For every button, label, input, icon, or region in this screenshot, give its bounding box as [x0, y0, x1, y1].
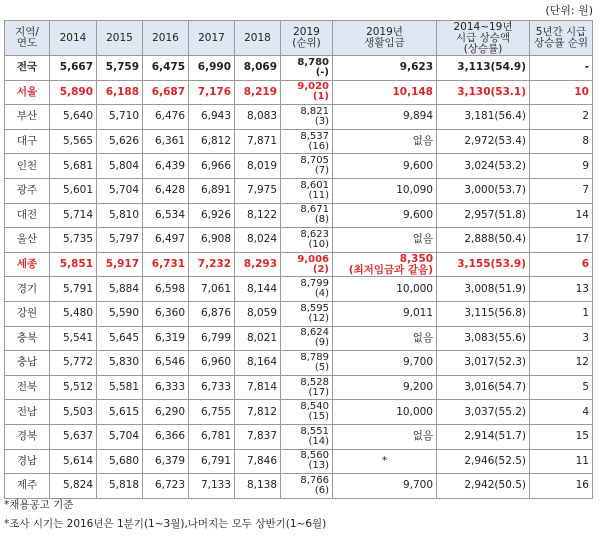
cell-y2019: 9,006 (2) [281, 252, 333, 277]
cell-y2018: 8,293 [235, 252, 281, 277]
cell-y2019: 8,595 (12) [281, 301, 333, 326]
cell-region: 세종 [5, 252, 50, 277]
cell-y2016: 6,333 [143, 375, 189, 400]
cell-y2016: 6,290 [143, 400, 189, 425]
cell-y2017: 7,133 [189, 474, 235, 499]
table-row [5, 129, 593, 154]
cell-y2018: 8,219 [235, 80, 281, 105]
cell-rank: 7 [530, 178, 593, 203]
cell-rise: 3,115(56.8) [437, 301, 530, 326]
cell-minwage: 9,623 [333, 56, 437, 81]
cell-minwage: 없음 [333, 228, 437, 253]
cell-y2017: 6,990 [189, 56, 235, 81]
cell-y2014: 5,851 [50, 252, 97, 277]
cell-rank: 5 [530, 375, 593, 400]
cell-y2016: 6,687 [143, 80, 189, 105]
cell-y2016: 6,360 [143, 301, 189, 326]
cell-y2016: 6,546 [143, 351, 189, 376]
header-region: 지역/ 연도 [5, 21, 50, 56]
cell-region: 강원 [5, 301, 50, 326]
cell-region: 충북 [5, 326, 50, 351]
cell-rise: 3,083(55.6) [437, 326, 530, 351]
table-row [5, 375, 593, 400]
cell-y2017: 6,908 [189, 228, 235, 253]
cell-y2019: 8,821 (3) [281, 105, 333, 130]
header-rank: 5년간 시급 상승률 순위 [530, 21, 593, 56]
cell-y2015: 5,710 [97, 105, 143, 130]
cell-y2015: 5,759 [97, 56, 143, 81]
table-row [5, 105, 593, 130]
table-row [5, 154, 593, 179]
cell-y2017: 6,943 [189, 105, 235, 130]
cell-region: 대전 [5, 203, 50, 228]
cell-y2019: 8,671 (8) [281, 203, 333, 228]
cell-y2018: 8,069 [235, 56, 281, 81]
cell-rank: 14 [530, 203, 593, 228]
cell-region: 광주 [5, 178, 50, 203]
cell-y2015: 5,704 [97, 424, 143, 449]
cell-y2014: 5,714 [50, 203, 97, 228]
cell-rank: - [530, 56, 593, 81]
cell-y2017: 6,733 [189, 375, 235, 400]
cell-y2016: 6,723 [143, 474, 189, 499]
cell-y2018: 7,812 [235, 400, 281, 425]
cell-y2014: 5,480 [50, 301, 97, 326]
cell-minwage: 10,090 [333, 178, 437, 203]
cell-minwage: 없음 [333, 424, 437, 449]
cell-y2015: 5,818 [97, 474, 143, 499]
cell-y2019: 8,560 (13) [281, 449, 333, 474]
cell-y2014: 5,541 [50, 326, 97, 351]
cell-y2019: 9,020 (1) [281, 80, 333, 105]
cell-minwage: 9,700 [333, 474, 437, 499]
header-2017: 2017 [189, 21, 235, 56]
cell-y2018: 7,814 [235, 375, 281, 400]
cell-minwage: 9,011 [333, 301, 437, 326]
cell-y2015: 5,680 [97, 449, 143, 474]
header-2016: 2016 [143, 21, 189, 56]
cell-y2017: 6,926 [189, 203, 235, 228]
cell-y2015: 5,917 [97, 252, 143, 277]
cell-minwage: 없음 [333, 326, 437, 351]
cell-minwage: 9,700 [333, 351, 437, 376]
cell-y2017: 6,960 [189, 351, 235, 376]
header-row [5, 21, 593, 56]
table-row [5, 301, 593, 326]
cell-y2017: 6,799 [189, 326, 235, 351]
cell-y2017: 7,176 [189, 80, 235, 105]
cell-y2018: 7,837 [235, 424, 281, 449]
cell-rise: 2,942(50.5) [437, 474, 530, 499]
cell-y2014: 5,512 [50, 375, 97, 400]
cell-rise: 3,155(53.9) [437, 252, 530, 277]
cell-region: 울산 [5, 228, 50, 253]
cell-minwage: 없음 [333, 129, 437, 154]
cell-y2017: 6,876 [189, 301, 235, 326]
table-row [5, 228, 593, 253]
cell-rank: 9 [530, 154, 593, 179]
table-row [5, 277, 593, 302]
cell-y2019: 8,624 (9) [281, 326, 333, 351]
header-2015: 2015 [97, 21, 143, 56]
cell-y2015: 5,626 [97, 129, 143, 154]
cell-y2019: 8,601 (11) [281, 178, 333, 203]
cell-rank: 12 [530, 351, 593, 376]
cell-y2016: 6,534 [143, 203, 189, 228]
cell-rank: 13 [530, 277, 593, 302]
table-row [5, 449, 593, 474]
cell-minwage: * [333, 449, 437, 474]
cell-y2015: 5,804 [97, 154, 143, 179]
cell-rank: 3 [530, 326, 593, 351]
cell-rank: 8 [530, 129, 593, 154]
cell-y2016: 6,319 [143, 326, 189, 351]
cell-y2016: 6,497 [143, 228, 189, 253]
cell-rise: 2,888(50.4) [437, 228, 530, 253]
cell-y2016: 6,476 [143, 105, 189, 130]
cell-region: 인천 [5, 154, 50, 179]
cell-rise: 3,113(54.9) [437, 56, 530, 81]
cell-y2018: 8,083 [235, 105, 281, 130]
cell-y2018: 8,144 [235, 277, 281, 302]
cell-rise: 3,008(51.9) [437, 277, 530, 302]
cell-rise: 3,037(55.2) [437, 400, 530, 425]
cell-y2016: 6,428 [143, 178, 189, 203]
unit-label: (단위: 원) [545, 4, 593, 17]
cell-y2018: 8,059 [235, 301, 281, 326]
cell-y2014: 5,890 [50, 80, 97, 105]
cell-y2019: 8,528 (17) [281, 375, 333, 400]
table-row [5, 56, 593, 81]
cell-y2018: 8,138 [235, 474, 281, 499]
cell-region: 경남 [5, 449, 50, 474]
table-row [5, 326, 593, 351]
cell-y2018: 8,019 [235, 154, 281, 179]
header-2014: 2014 [50, 21, 97, 56]
cell-rise: 3,016(54.7) [437, 375, 530, 400]
cell-y2019: 8,540 (15) [281, 400, 333, 425]
cell-y2016: 6,731 [143, 252, 189, 277]
cell-y2015: 5,704 [97, 178, 143, 203]
cell-rank: 17 [530, 228, 593, 253]
cell-y2019: 8,705 (7) [281, 154, 333, 179]
cell-y2014: 5,681 [50, 154, 97, 179]
cell-y2014: 5,791 [50, 277, 97, 302]
cell-y2019: 8,551 (14) [281, 424, 333, 449]
cell-minwage: 9,200 [333, 375, 437, 400]
cell-y2017: 7,232 [189, 252, 235, 277]
cell-y2017: 7,061 [189, 277, 235, 302]
cell-rank: 15 [530, 424, 593, 449]
cell-y2016: 6,366 [143, 424, 189, 449]
cell-y2018: 7,871 [235, 129, 281, 154]
cell-rise: 2,946(52.5) [437, 449, 530, 474]
cell-y2015: 5,830 [97, 351, 143, 376]
cell-y2017: 6,791 [189, 449, 235, 474]
note-1: *채용공고 기준 [4, 499, 74, 511]
cell-y2014: 5,614 [50, 449, 97, 474]
cell-rank: 4 [530, 400, 593, 425]
cell-y2014: 5,735 [50, 228, 97, 253]
cell-rank: 11 [530, 449, 593, 474]
cell-y2018: 7,975 [235, 178, 281, 203]
cell-y2017: 6,891 [189, 178, 235, 203]
cell-y2016: 6,475 [143, 56, 189, 81]
table-row [5, 203, 593, 228]
cell-y2019: 8,780 (-) [281, 56, 333, 81]
cell-y2014: 5,601 [50, 178, 97, 203]
header-2019: 2019 (순위) [281, 21, 333, 56]
cell-rank: 1 [530, 301, 593, 326]
cell-y2014: 5,503 [50, 400, 97, 425]
cell-y2018: 8,122 [235, 203, 281, 228]
cell-y2014: 5,667 [50, 56, 97, 81]
cell-y2017: 6,755 [189, 400, 235, 425]
cell-region: 부산 [5, 105, 50, 130]
cell-rank: 6 [530, 252, 593, 277]
table-row [5, 252, 593, 277]
cell-y2018: 7,846 [235, 449, 281, 474]
cell-y2015: 6,188 [97, 80, 143, 105]
table-row [5, 351, 593, 376]
cell-rise: 3,181(56.4) [437, 105, 530, 130]
cell-minwage: 9,600 [333, 154, 437, 179]
cell-y2016: 6,598 [143, 277, 189, 302]
cell-minwage: 10,000 [333, 400, 437, 425]
cell-rise: 2,972(53.4) [437, 129, 530, 154]
cell-region: 경기 [5, 277, 50, 302]
cell-y2017: 6,781 [189, 424, 235, 449]
cell-y2018: 8,164 [235, 351, 281, 376]
note-2: *조사 시기는 2016년은 1분기(1~3월),나머지는 모두 상반기(1~6월) [4, 518, 327, 530]
cell-y2016: 6,379 [143, 449, 189, 474]
cell-region: 전남 [5, 400, 50, 425]
cell-region: 충남 [5, 351, 50, 376]
cell-rise: 3,024(53.2) [437, 154, 530, 179]
cell-y2014: 5,637 [50, 424, 97, 449]
cell-y2017: 6,812 [189, 129, 235, 154]
cell-rank: 2 [530, 105, 593, 130]
cell-rise: 2,957(51.8) [437, 203, 530, 228]
cell-y2015: 5,797 [97, 228, 143, 253]
cell-minwage: 10,148 [333, 80, 437, 105]
table-row [5, 400, 593, 425]
cell-y2019: 8,789 (5) [281, 351, 333, 376]
cell-region: 전국 [5, 56, 50, 81]
cell-y2015: 5,615 [97, 400, 143, 425]
header-2018: 2018 [235, 21, 281, 56]
cell-y2019: 8,799 (4) [281, 277, 333, 302]
cell-y2014: 5,824 [50, 474, 97, 499]
cell-y2018: 8,024 [235, 228, 281, 253]
cell-y2014: 5,640 [50, 105, 97, 130]
cell-y2017: 6,966 [189, 154, 235, 179]
cell-y2015: 5,590 [97, 301, 143, 326]
cell-y2014: 5,772 [50, 351, 97, 376]
wage-table [4, 20, 593, 499]
table-row [5, 178, 593, 203]
cell-y2014: 5,565 [50, 129, 97, 154]
cell-region: 제주 [5, 474, 50, 499]
table-row [5, 80, 593, 105]
cell-region: 서울 [5, 80, 50, 105]
cell-region: 대구 [5, 129, 50, 154]
cell-rise: 3,000(53.7) [437, 178, 530, 203]
cell-minwage: 9,600 [333, 203, 437, 228]
cell-region: 경북 [5, 424, 50, 449]
cell-minwage: 10,000 [333, 277, 437, 302]
cell-y2019: 8,766 (6) [281, 474, 333, 499]
cell-rise: 3,130(53.1) [437, 80, 530, 105]
cell-y2015: 5,581 [97, 375, 143, 400]
cell-minwage: 8,350 (최저임금과 같음) [333, 252, 437, 277]
cell-y2015: 5,884 [97, 277, 143, 302]
table-row [5, 474, 593, 499]
cell-y2015: 5,645 [97, 326, 143, 351]
cell-y2016: 6,439 [143, 154, 189, 179]
cell-y2019: 8,537 (16) [281, 129, 333, 154]
cell-rank: 10 [530, 80, 593, 105]
cell-rise: 2,914(51.7) [437, 424, 530, 449]
cell-y2018: 8,021 [235, 326, 281, 351]
cell-region: 전북 [5, 375, 50, 400]
cell-rise: 3,017(52.3) [437, 351, 530, 376]
header-living-wage: 2019년 생활임금 [333, 21, 437, 56]
cell-minwage: 9,894 [333, 105, 437, 130]
cell-y2019: 8,623 (10) [281, 228, 333, 253]
header-rise: 2014~19년 시급 상승액 (상승률) [437, 21, 530, 56]
cell-rank: 16 [530, 474, 593, 499]
cell-y2015: 5,810 [97, 203, 143, 228]
table-row [5, 424, 593, 449]
cell-y2016: 6,361 [143, 129, 189, 154]
